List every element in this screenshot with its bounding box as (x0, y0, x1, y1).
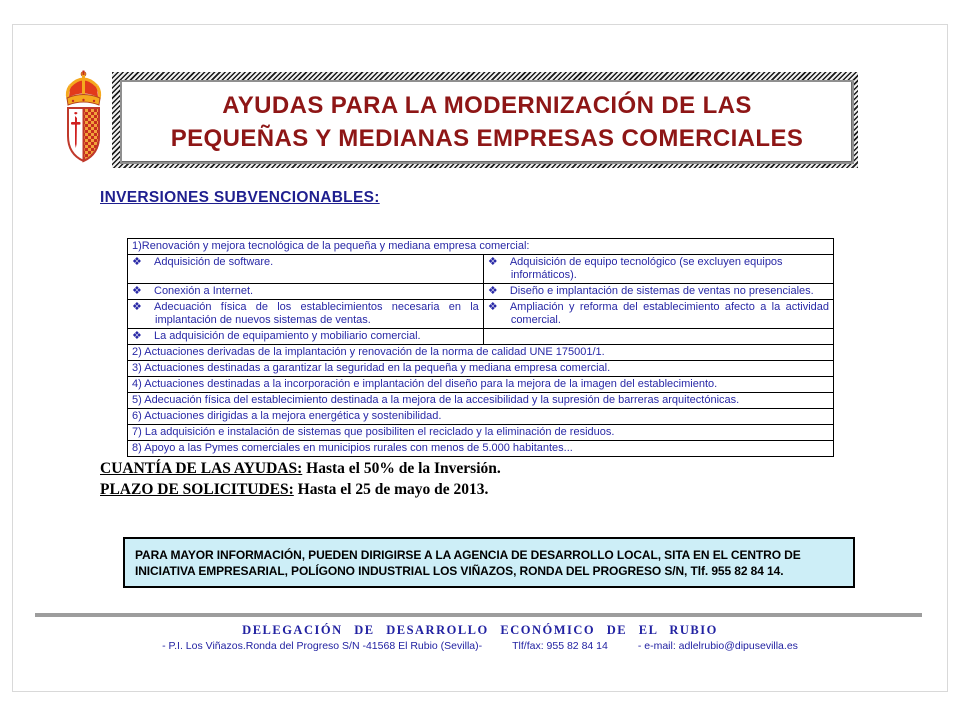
info-box-line2: INICIATIVA EMPRESARIAL, POLÍGONO INDUSTRIAL LOS VIÑAZOS, RONDA DEL PROGRESO S/N, Tlf. 955 82 84 14. (135, 564, 784, 578)
diamond-bullet-icon: ❖ (132, 285, 142, 297)
amount-line (100, 458, 501, 479)
table-row (128, 425, 834, 441)
footer-organization: DELEGACIÓN DE DESARROLLO ECONÓMICO DE EL RUBIO (242, 623, 718, 637)
diamond-bullet-icon: ❖ (132, 256, 142, 268)
table-cell (128, 284, 484, 300)
investments-table (127, 238, 834, 457)
table-row (128, 329, 834, 345)
amount-value: Hasta el 50% de la Inversión. (302, 460, 501, 477)
diamond-bullet-icon: ❖ (487, 301, 498, 313)
shield-icon (68, 108, 99, 161)
diamond-bullet-icon: ❖ (132, 301, 142, 313)
title-banner-inner (120, 80, 854, 164)
coat-of-arms-svg (61, 70, 106, 164)
cell-text: Adquisición de equipo tecnológico (se excluyen equipos informáticos). (509, 256, 783, 281)
amount-deadline-block (100, 458, 501, 500)
footer (0, 623, 960, 653)
main-title-line1: AYUDAS PARA LA MODERNIZACIÓN DE LAS (222, 92, 752, 119)
table-cell (483, 255, 833, 284)
crown-icon (67, 71, 100, 106)
table-cell: 3) Actuaciones destinadas a garantizar la seguridad en la pequeña y mediana empresa comercial. (128, 361, 834, 377)
deadline-line (100, 479, 501, 500)
cell-text: Conexión a Internet. (154, 285, 254, 297)
footer-divider (35, 613, 922, 617)
footer-phone: Tlf/fax: 955 82 84 14 (512, 640, 608, 652)
table-row (128, 409, 834, 425)
footer-address: - P.I. Los Viñazos.Ronda del Progreso S/N -41568 El Rubio (Sevilla)- (162, 640, 483, 652)
table-cell: 5) Adecuación física del establecimiento destinada a la mejora de la accesibilidad y la supresión de barreras arquitectónicas. (128, 393, 834, 409)
diamond-bullet-icon: ❖ (132, 330, 142, 342)
table-row (128, 377, 834, 393)
cell-text: Diseño e implantación de sistemas de ventas no presenciales. (509, 285, 814, 297)
diamond-bullet-icon: ❖ (487, 256, 498, 268)
table-cell-heading: 1)Renovación y mejora tecnológica de la pequeña y mediana empresa comercial: (128, 239, 834, 255)
main-title-line2: PEQUEÑAS Y MEDIANAS EMPRESAS COMERCIALES (170, 125, 804, 152)
amount-label: CUANTÍA DE LAS AYUDAS: (100, 460, 303, 477)
table-cell: 8) Apoyo a las Pymes comerciales en municipios rurales con menos de 5.000 habitantes... (128, 441, 834, 457)
table-row (128, 255, 834, 284)
table-cell-empty (483, 329, 833, 345)
table-cell (483, 300, 833, 329)
cell-text: Ampliación y reforma del establecimiento afecto a la actividad comercial. (509, 301, 829, 326)
title-banner (112, 72, 858, 168)
footer-email: - e-mail: adlelrubio@dipusevilla.es (637, 640, 798, 652)
table-row (128, 441, 834, 457)
info-box (123, 537, 855, 588)
table-cell (128, 300, 484, 329)
coat-of-arms-icon (61, 70, 106, 164)
table-cell: 6) Actuaciones dirigidas a la mejora energética y sostenibilidad. (128, 409, 834, 425)
table-cell (483, 284, 833, 300)
cell-text: La adquisición de equipamiento y mobiliario comercial. (154, 330, 421, 342)
info-box-line1: PARA MAYOR INFORMACIÓN, PUEDEN DIRIGIRSE A LA AGENCIA DE DESARROLLO LOCAL, SITA EN EL CENTRO DE (135, 548, 801, 562)
table-row (128, 284, 834, 300)
table-cell: 4) Actuaciones destinadas a la incorporación e implantación del diseño para la mejora de la imagen del establecimiento. (128, 377, 834, 393)
deadline-value: Hasta el 25 de mayo de 2013. (293, 481, 489, 498)
cell-text: Adquisición de software. (154, 256, 274, 268)
deadline-label: PLAZO DE SOLICITUDES: (100, 481, 294, 498)
cell-text: Adecuación física de los establecimientos necesaria en la implantación de nuevos sistemas de ventas. (154, 301, 479, 326)
table-cell: 7) La adquisición e instalación de sistemas que posibiliten el reciclado y la eliminación de residuos. (128, 425, 834, 441)
table-row (128, 393, 834, 409)
table-cell (128, 255, 484, 284)
table-row (128, 239, 834, 255)
table-row (128, 300, 834, 329)
section-heading: INVERSIONES SUBVENCIONABLES: (100, 189, 380, 206)
table-row (128, 361, 834, 377)
footer-contact-line (0, 639, 960, 653)
table-cell: 2) Actuaciones derivadas de la implantación y renovación de la norma de calidad UNE 175001/1. (128, 345, 834, 361)
table-cell (128, 329, 484, 345)
diamond-bullet-icon: ❖ (487, 285, 498, 297)
table-row (128, 345, 834, 361)
